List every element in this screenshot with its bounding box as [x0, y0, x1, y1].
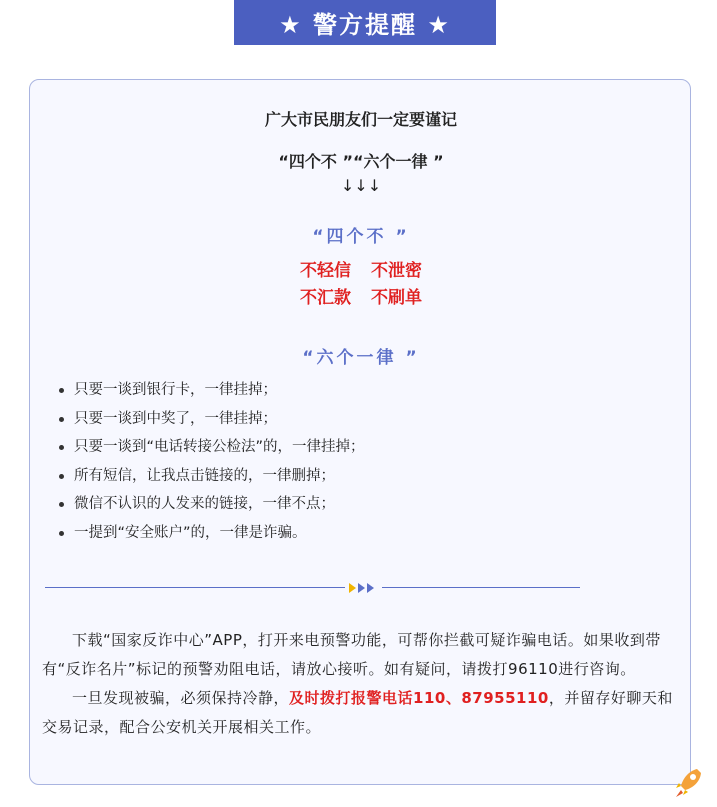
divider-line-left [45, 587, 345, 588]
advice-after: ，并留存好聊天和交易记录，配合公安机关开展相关工作。 [42, 689, 673, 736]
list-item: 只要一谈到中奖了，一律挂掉； [58, 405, 365, 434]
list-item: 一提到“安全账户”的，一律是诈骗。 [58, 519, 365, 548]
header-banner [234, 0, 496, 45]
divider-arrow-icon [367, 583, 374, 593]
reminder-card [29, 79, 691, 785]
divider-arrow-icon [358, 583, 365, 593]
rocket-icon [673, 766, 703, 800]
list-item: 只要一谈到“电话转接公检法”的，一律挂掉； [58, 433, 365, 462]
advice-text [42, 626, 682, 742]
list-item: 微信不认识的人发来的链接，一律不点； [58, 490, 365, 519]
intro-heading: 广大市民朋友们一定要谨记 [264, 110, 457, 129]
advice-before: 一旦发现被骗，必须保持冷静， [72, 689, 290, 707]
six-rules-list [58, 376, 365, 547]
advice-paragraph-2 [42, 684, 682, 742]
four-nots-heading: “四个不 ” [312, 227, 410, 247]
divider-line-right [382, 587, 580, 588]
four-nots-row-2: 不汇款 不刷单 [300, 288, 422, 308]
banner-title: ★ 警方提醒 ★ [279, 11, 451, 39]
advice-paragraph-1: 下载“国家反诈中心”APP，打开来电预警功能，可帮你拦截可疑诈骗电话。如果收到带有“反诈名片”标记的预警劝阻电话，请放心接听。如有疑问，请拨打96110进行咨询。 [42, 631, 661, 678]
divider-arrow-icon [349, 583, 356, 593]
list-item: 所有短信，让我点击链接的，一律删掉； [58, 462, 365, 491]
six-rules-heading: “六个一律 ” [302, 348, 420, 368]
section-divider [45, 583, 580, 593]
emergency-call-text: 及时拨打报警电话110、87955110 [289, 689, 549, 707]
down-arrows: ↓↓↓ [340, 176, 382, 195]
list-item: 只要一谈到银行卡，一律挂掉； [58, 376, 365, 405]
four-nots-row-1: 不轻信 不泄密 [300, 261, 422, 281]
intro-quote: “四个不 ”“六个一律 ” [278, 152, 444, 171]
